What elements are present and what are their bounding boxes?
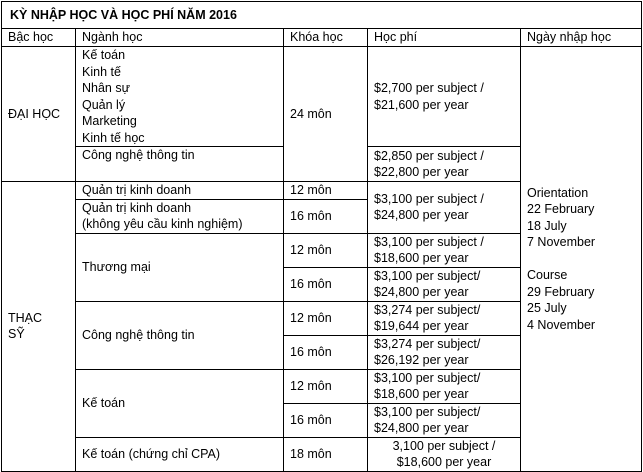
header-duration: Khóa học (284, 29, 368, 47)
major-cell: Thương mại (76, 233, 284, 301)
major-cell: Kế toán Kinh tế Nhân sự Quản lý Marketing Kinh tế học (76, 47, 284, 147)
header-level: Bậc học (2, 29, 76, 47)
tuition-table (1, 1, 642, 472)
fee-cell: 3,100 per subject / $18,600 per year (368, 437, 521, 471)
fee-cell: $3,274 per subject/ $19,644 per year (368, 301, 521, 335)
intake-cell: Orientation 22 February 18 July 7 November Course 29 February 25 July 4 November (521, 47, 642, 472)
fee-cell: $3,274 per subject/ $26,192 per year (368, 335, 521, 369)
major-cell: Kế toán (chứng chỉ CPA) (76, 437, 284, 471)
duration-cell: 12 môn (284, 301, 368, 335)
duration-cell: 16 môn (284, 403, 368, 437)
duration-cell: 24 môn (284, 47, 368, 182)
fee-cell: $2,850 per subject / $22,800 per year (368, 147, 521, 182)
duration-cell: 16 môn (284, 335, 368, 369)
major-cell: Quản trị kinh doanh (76, 182, 284, 200)
header-intake: Ngày nhập học (521, 29, 642, 47)
duration-cell: 16 môn (284, 199, 368, 233)
major-cell: Công nghệ thông tin (76, 147, 284, 182)
duration-cell: 12 môn (284, 182, 368, 200)
duration-cell: 12 môn (284, 233, 368, 267)
major-cell: Quản trị kinh doanh (không yêu cầu kinh nghiệm) (76, 199, 284, 233)
fee-cell: $3,100 per subject / $24,800 per year (368, 182, 521, 234)
fee-cell: $2,700 per subject / $21,600 per year (368, 47, 521, 147)
fee-cell: $3,100 per subject / $18,600 per year (368, 233, 521, 267)
level-cell: THẠC SỸ (2, 182, 76, 472)
duration-cell: 16 môn (284, 267, 368, 301)
duration-cell: 18 môn (284, 437, 368, 471)
table-row (2, 47, 642, 147)
table-title: KỲ NHẬP HỌC VÀ HỌC PHÍ NĂM 2016 (2, 2, 642, 29)
header-major: Ngành học (76, 29, 284, 47)
major-cell: Công nghệ thông tin (76, 301, 284, 369)
header-fee: Học phí (368, 29, 521, 47)
level-cell: ĐẠI HỌC (2, 47, 76, 182)
fee-cell: $3,100 per subject/ $24,800 per year (368, 403, 521, 437)
header-row (2, 29, 642, 47)
fee-cell: $3,100 per subject/ $24,800 per year (368, 267, 521, 301)
duration-cell: 12 môn (284, 369, 368, 403)
major-cell: Kế toán (76, 369, 284, 437)
fee-cell: $3,100 per subject/ $18,600 per year (368, 369, 521, 403)
